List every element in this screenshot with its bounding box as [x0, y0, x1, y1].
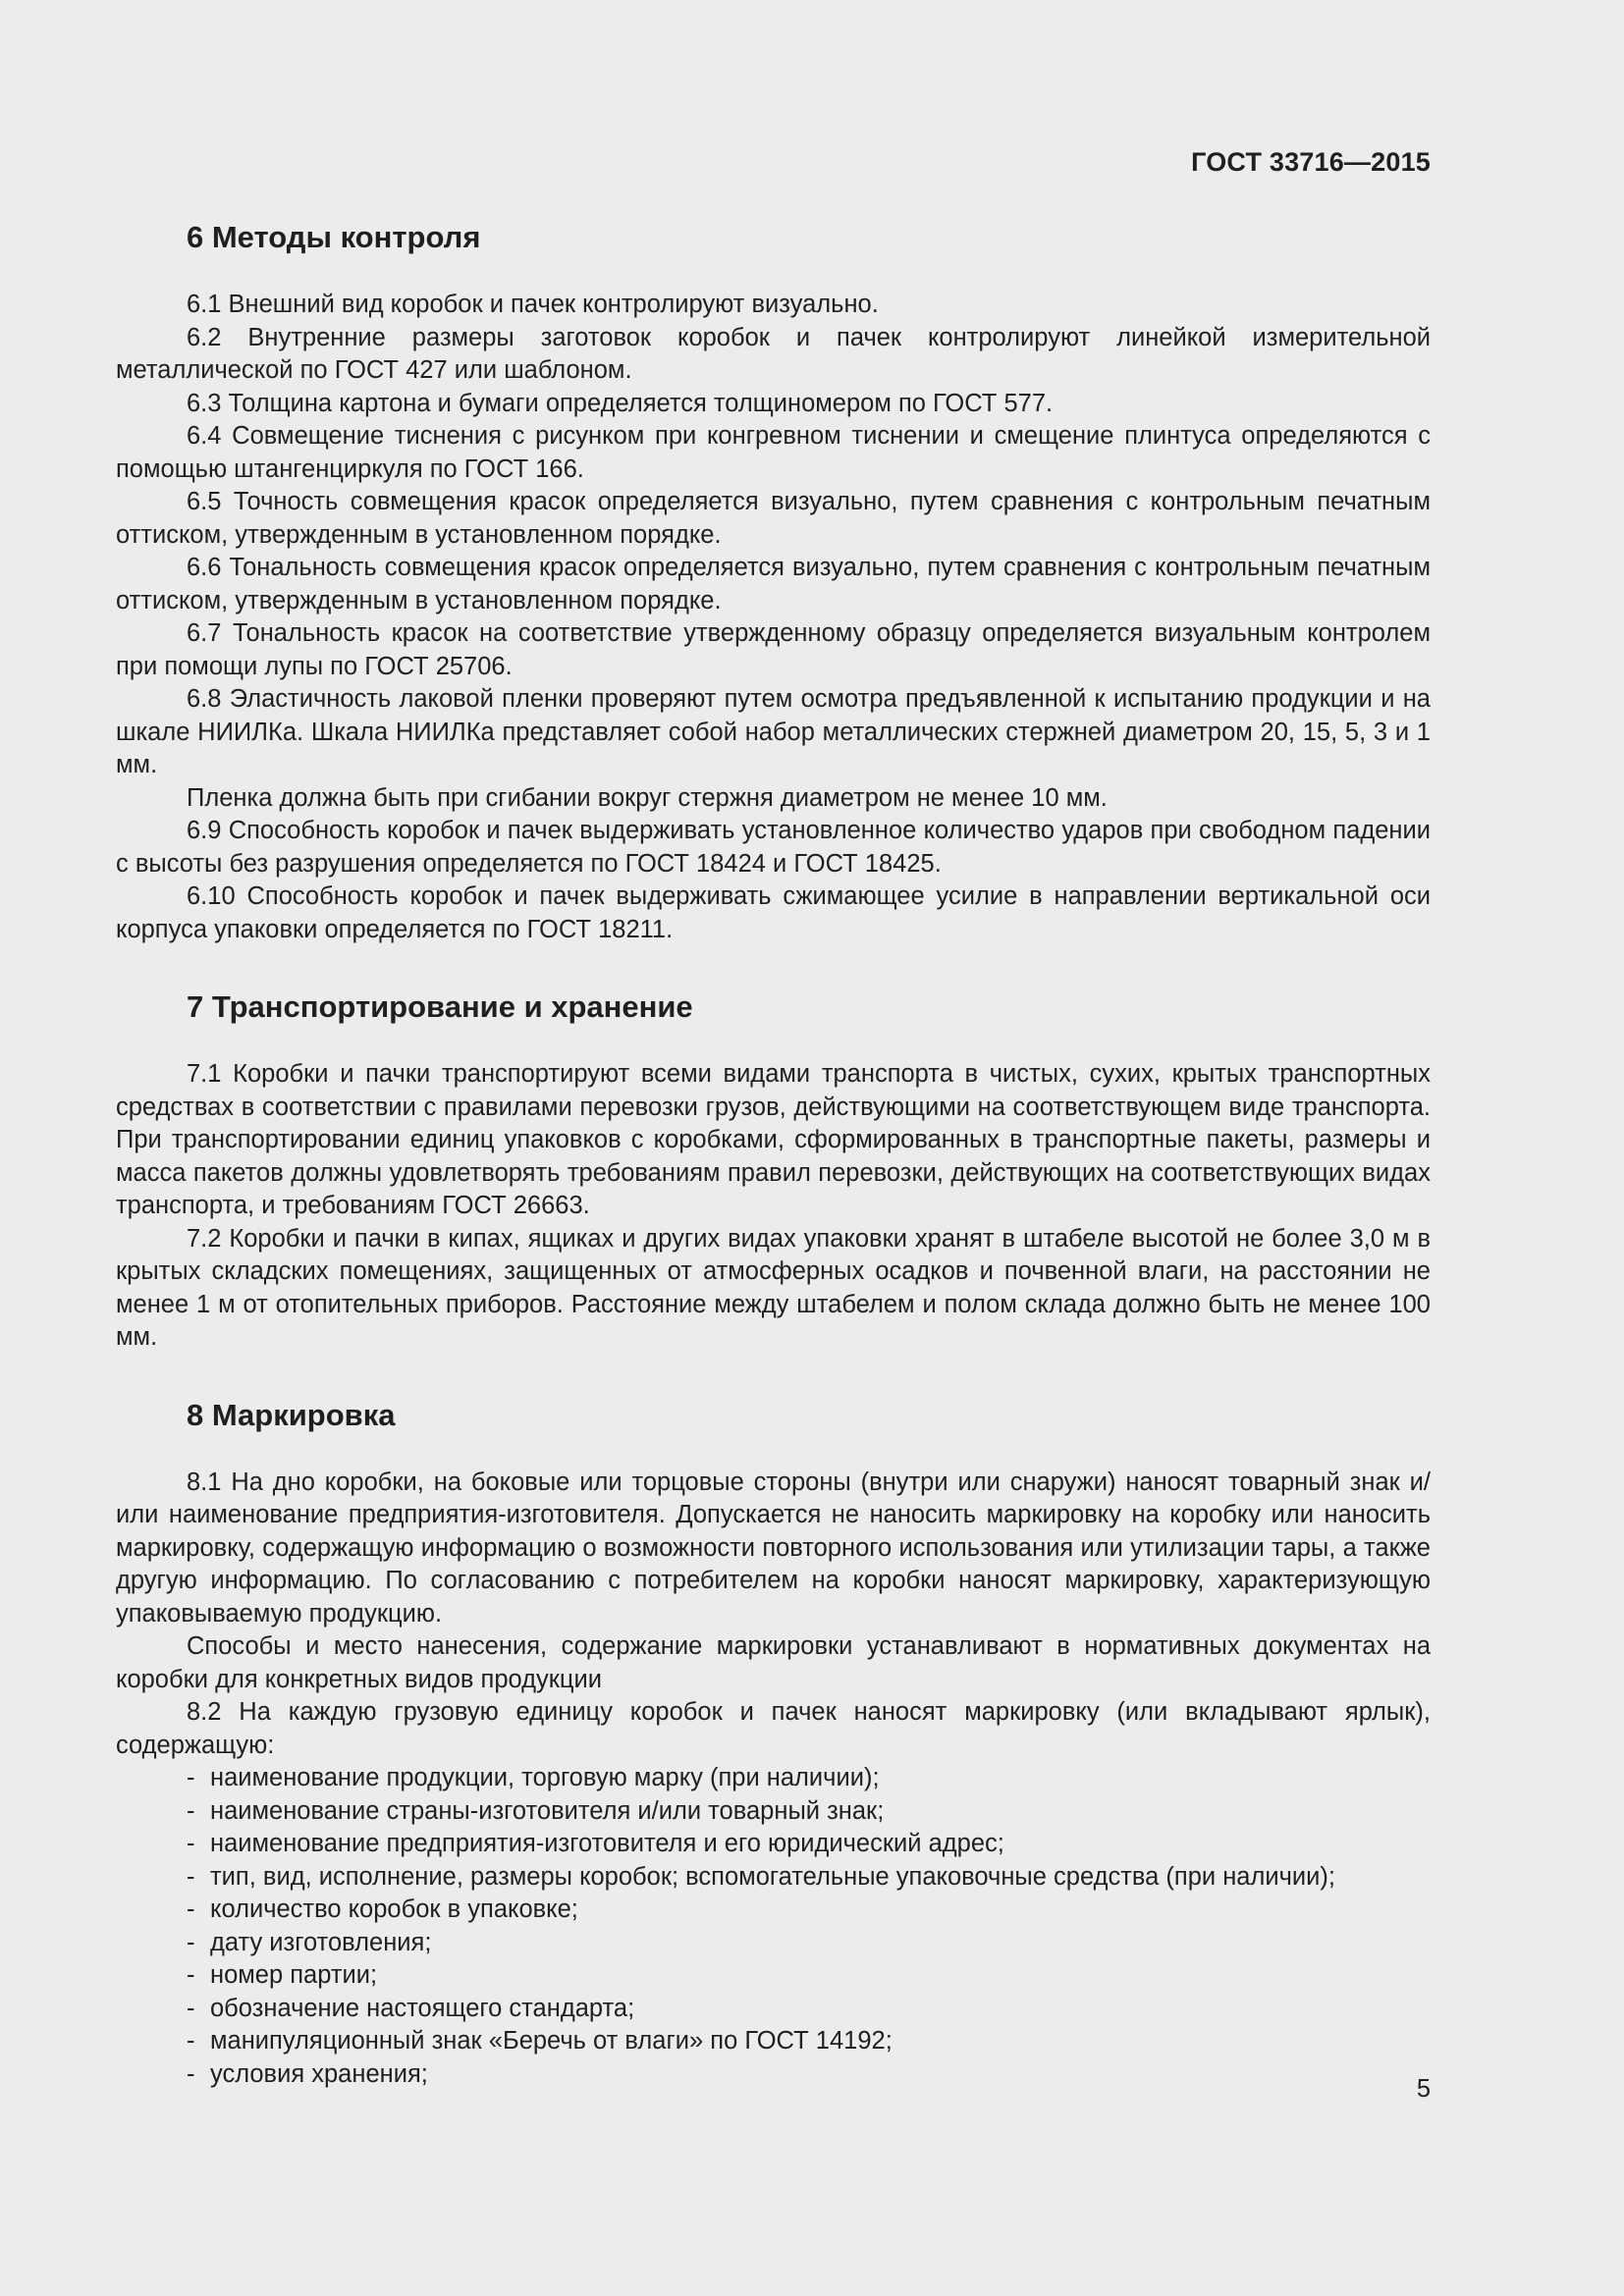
- section-title: 6 Методы контроля: [187, 220, 481, 254]
- paragraph-6-2: 6.2 Внутренние размеры заготовок коробок и пачек контролируют линейкой измерительной металлической по ГОСТ 427 или шаблоном.: [116, 323, 1431, 384]
- list-item-text: условия хранения;: [210, 2059, 428, 2088]
- list-item: [116, 1762, 1431, 1795]
- list-item: [116, 1993, 1431, 2026]
- section-6-methods: [116, 218, 1431, 946]
- section-8-marking: [116, 1396, 1431, 2092]
- list-item-text: наименование предприятия-изготовителя и его юридический адрес;: [210, 1830, 1004, 1857]
- paragraph-6-10: 6.10 Способность коробок и пачек выдерживать сжимающее усилие в направлении вертикальной оси корпуса упаковки определяется по ГОСТ 18211.: [116, 882, 1431, 943]
- list-item-text: обозначение настоящего стандарта;: [210, 1994, 635, 2022]
- paragraph-6-4: 6.4 Совмещение тиснения с рисунком при конгревном тиснении и смещение плинтуса определяются с помощью штангенциркуля по ГОСТ 166.: [116, 422, 1431, 483]
- bullet-dash: -: [187, 1764, 195, 1791]
- paragraph-6-8: 6.8 Эластичность лаковой пленки проверяют путем осмотра предъявленной к испытанию продукции и на шкале НИИЛКа. Шкала НИИЛКа представляет собой набор металлических стержней диаметром 20, 15, 5, 3 и 1 мм.: [116, 685, 1431, 778]
- list-item: [116, 2058, 1431, 2092]
- list-item: [116, 2025, 1431, 2058]
- page-number: 5: [1416, 2075, 1431, 2103]
- list-item-text: количество коробок в упаковке;: [210, 1896, 578, 1923]
- list-item-text: манипуляционный знак «Беречь от влаги» по ГОСТ 14192;: [210, 2027, 893, 2055]
- document-body: [116, 218, 1431, 2091]
- list-item-text: дату изготовления;: [210, 1928, 432, 1956]
- bullet-dash: -: [187, 1896, 195, 1923]
- bullet-dash: -: [187, 1961, 195, 1989]
- paragraph-6-9: 6.9 Способность коробок и пачек выдерживать установленное количество ударов при свободном падении с высоты без разрушения определяется по ГОСТ 18424 и ГОСТ 18425.: [116, 817, 1431, 878]
- paragraph-6-7: 6.7 Тональность красок на соответствие утвержденному образцу определяется визуальным контролем при помощи лупы по ГОСТ 25706.: [116, 619, 1431, 680]
- paragraph-6-8-note: Пленка должна быть при сгибании вокруг стержня диаметром не менее 10 мм.: [187, 783, 1108, 812]
- list-item: [116, 1861, 1431, 1895]
- list-item-text: номер партии;: [210, 1961, 378, 1989]
- bullet-dash: -: [187, 2027, 195, 2055]
- marking-requirements-list: [116, 1762, 1431, 2091]
- bullet-dash: -: [187, 1796, 195, 1825]
- bullet-dash: -: [187, 1928, 195, 1956]
- list-item: [116, 1959, 1431, 1993]
- paragraph-6-5: 6.5 Точность совмещения красок определяется визуально, путем сравнения с контрольным печатным оттиском, утвержденным в установленном порядке.: [116, 488, 1431, 549]
- bullet-dash: -: [187, 1830, 195, 1857]
- list-item-text: наименование страны-изготовителя и/или товарный знак;: [210, 1796, 885, 1825]
- bullet-dash: -: [187, 2059, 195, 2088]
- section-7-transport-storage: [116, 988, 1431, 1355]
- document-id: ГОСТ 33716—2015: [1191, 147, 1431, 177]
- list-item-text: тип, вид, исполнение, размеры коробок; вспомогательные упаковочные средства (при наличии);: [210, 1862, 1335, 1891]
- paragraph-6-3: 6.3 Толщина картона и бумаги определяется толщиномером по ГОСТ 577.: [187, 389, 1054, 417]
- section-title: 8 Маркировка: [187, 1397, 396, 1432]
- paragraph-8-1-note: Способы и место нанесения, содержание маркировки устанавливают в нормативных документах на коробки для конкретных видов продукции: [116, 1632, 1431, 1693]
- paragraph-7-1: 7.1 Коробки и пачки транспортируют всеми видами транспорта в чистых, сухих, крытых транспортных средствах в соответствии с правилами перевозки грузов, действующими на соответствующем виде транспорта. При транспортировании единиц упаковков с коробками, сформированных в транспортные пакеты, размеры и масса пакетов должны удовлетворять требованиям правил перевозки, действующих на соответствующих видах транспорта, и требованиям ГОСТ 26663.: [116, 1060, 1431, 1219]
- section-spacer: [116, 946, 1431, 988]
- section-spacer: [116, 1355, 1431, 1396]
- list-item: [116, 1927, 1431, 1960]
- list-item: [116, 1828, 1431, 1861]
- list-item-text: наименование продукции, торговую марку (при наличии);: [210, 1764, 880, 1791]
- list-item: [116, 1795, 1431, 1829]
- paragraph-7-2: 7.2 Коробки и пачки в кипах, ящиках и других видах упаковки хранят в штабеле высотой не более 3,0 м в крытых складских помещениях, защищенных от атмосферных осадков и почвенной влаги, на расстоянии не менее 1 м от отопительных приборов. Расстояние между штабелем и полом склада должно быть не менее 100 мм.: [116, 1224, 1431, 1351]
- bullet-dash: -: [187, 1994, 195, 2022]
- paragraph-8-1: 8.1 На дно коробки, на боковые или торцовые стороны (внутри или снаружи) наносят товарный знак и/или наименование предприятия-изготовителя. Допускается не наносить маркировку на коробку или наносить маркировку, содержащую информацию о возможности повторного использования или утилизации тары, а также другую информацию. По согласованию с потребителем на коробки наносят маркировку, характеризующую упаковываемую продукцию.: [116, 1468, 1431, 1628]
- paragraph-6-1: 6.1 Внешний вид коробок и пачек контролируют визуально.: [187, 291, 879, 318]
- bullet-dash: -: [187, 1862, 195, 1891]
- section-title: 7 Транспортирование и хранение: [187, 989, 693, 1024]
- paragraph-8-2: 8.2 На каждую грузовую единицу коробок и пачек наносят маркировку (или вкладывают ярлык), содержащую:: [116, 1698, 1431, 1759]
- paragraph-6-6: 6.6 Тональность совмещения красок определяется визуально, путем сравнения с контрольным печатным оттиском, утвержденным в установленном порядке.: [116, 554, 1431, 614]
- list-item: [116, 1894, 1431, 1927]
